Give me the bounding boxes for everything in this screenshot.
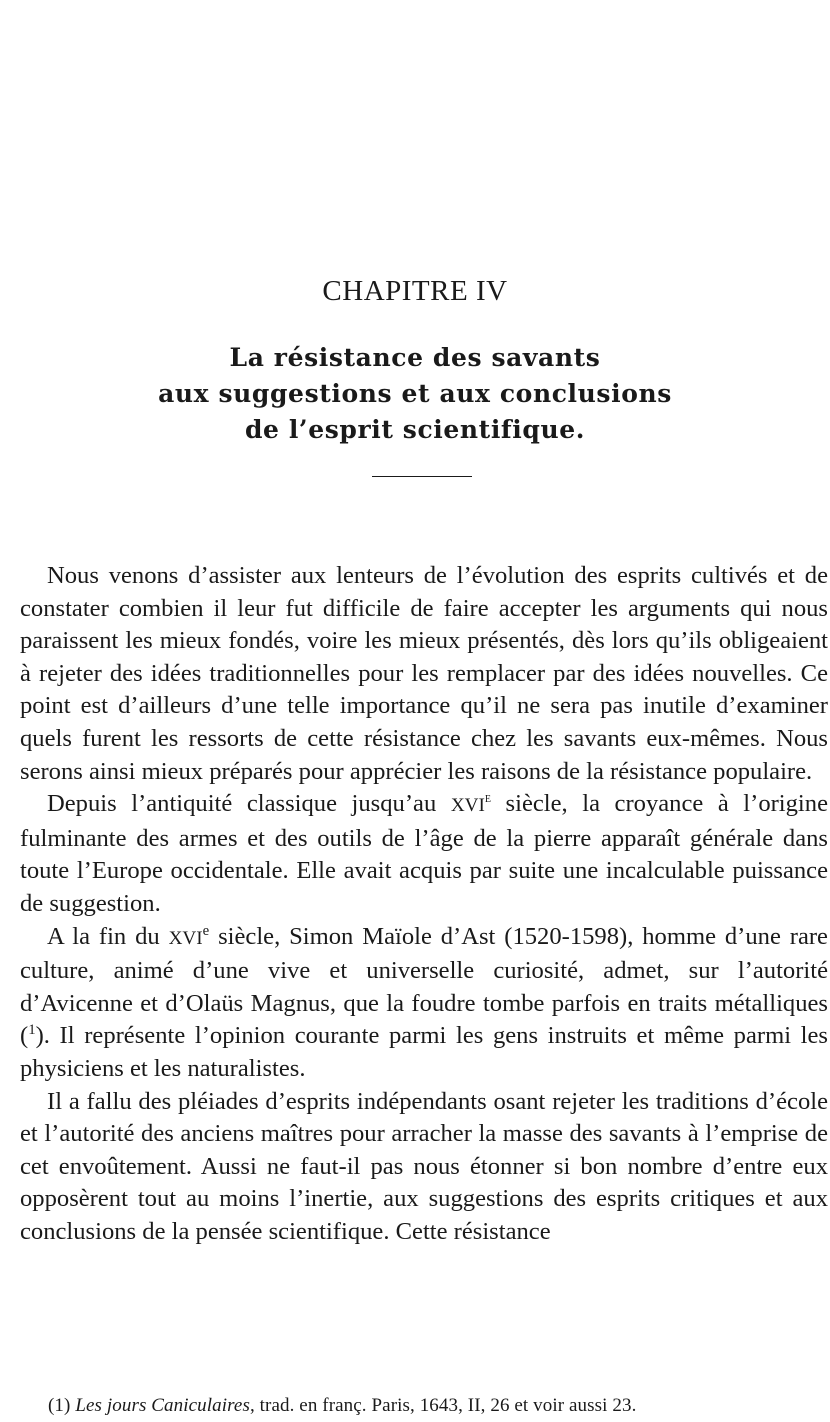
title-divider xyxy=(372,476,472,477)
chapter-title-line: de l’esprit scientifique. xyxy=(244,415,586,444)
chapter-title xyxy=(0,340,830,448)
paragraph: A la fin du XVIe siècle, Simon Maïole d’Ast (1520-1598), homme d’une rare culture, animé d’une vive et universelle curiosité, admet, sur l’autorité d’Avicenne et d’Olaüs Magnus, que la foudre tombe parfois en traits métalliques ($^1$). Il représente l’opinion courante parmi les gens instruits et même parmi les physiciens et les naturalistes. xyxy=(20,922,828,1082)
century-numeral: XVIe xyxy=(450,789,491,817)
footnote-citation: , trad. en franç. Paris, 1643, II, 26 et voir aussi 23. xyxy=(249,1395,637,1416)
footnote xyxy=(48,1394,828,1418)
chapter-title-line: La résistance des savants xyxy=(229,343,601,372)
footnote-marker: (1) xyxy=(48,1395,71,1416)
paragraph: Il a fallu des pléiades d’esprits indépendants osant rejeter les traditions d’école et l’autorité des anciens maîtres pour arracher la masse des savants à l’emprise de cet envoûtement. Aussi ne faut-il pas nous étonner si bon nombre d’entre eux opposèrent tout au moins l’inertie, aux suggestions des esprits critiques et aux conclusions de la pensée scientifique. Cette résistance xyxy=(20,1087,828,1245)
footnote-reference[interactable]: 1 xyxy=(28,1022,36,1039)
paragraph: Nous venons d’assister aux lenteurs de l’évolution des esprits cultivés et de constater combien il leur fut difficile de faire accepter les arguments qui nous paraissent les mieux fondés, voire les mieux présentés, dès lors qu’ils obligeaient à rejeter des idées traditionnelles pour les remplacer par des idées nouvelles. Ce point est d’ailleurs d’une telle importance qu’il ne sera pas inutile d’examiner quels furent les ressorts de cette résistance chez les savants eux-mêmes. Nous serons ainsi mieux préparés pour apprécier les raisons de la résistance populaire. xyxy=(20,562,828,785)
chapter-title-line: aux suggestions et aux conclusions xyxy=(158,379,672,408)
chapter-label: CHAPITRE IV xyxy=(322,275,508,307)
footnote-cited-title: Les jours Caniculaires xyxy=(75,1395,250,1416)
body-text xyxy=(20,560,828,1248)
century-numeral: XVIe xyxy=(168,922,210,949)
paragraph: Depuis l’antiquité classique jusqu’au XVIe siècle, la croyance à l’origine fulminante des armes et des outils de l’âge de la pierre apparaît générale dans toute l’Europe occidentale. Elle avait acquis par suite une incalculable puissance de suggestion. xyxy=(20,789,828,917)
